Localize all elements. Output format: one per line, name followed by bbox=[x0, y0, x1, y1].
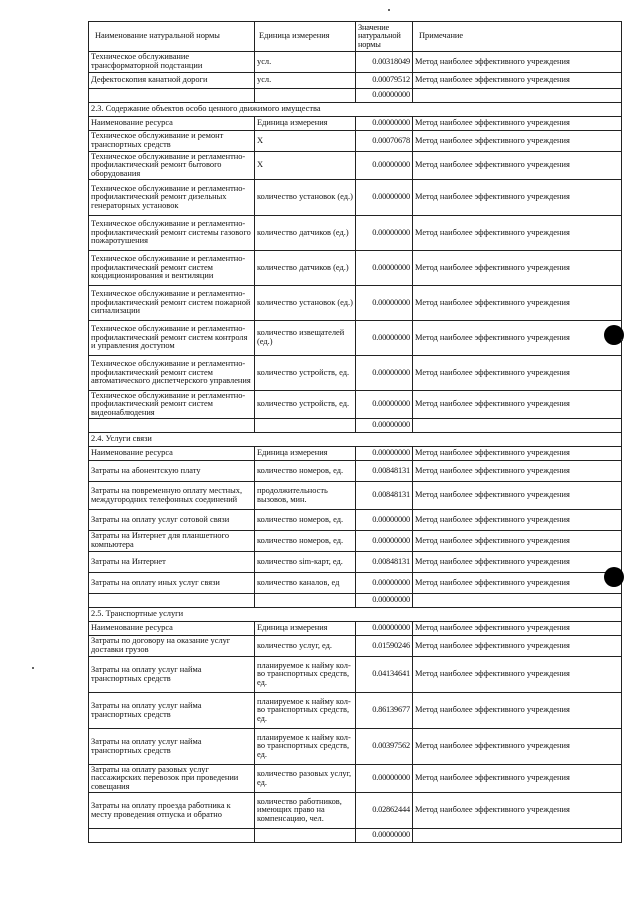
row-unit: усл. bbox=[255, 52, 356, 73]
row-note: Метод наиболее эффективного учреждения bbox=[413, 216, 622, 251]
table-header-row bbox=[89, 22, 622, 52]
table-row bbox=[89, 391, 622, 419]
header-name: Наименование натуральной нормы bbox=[89, 22, 255, 52]
row-note: Метод наиболее эффективного учреждения bbox=[413, 152, 622, 180]
row-unit: количество установок (ед.) bbox=[255, 286, 356, 321]
row-value: 0.00079512 bbox=[356, 73, 413, 89]
punch-hole bbox=[604, 325, 624, 345]
row-value: 0.00000000 bbox=[356, 765, 413, 793]
row-value: 0.00000000 bbox=[356, 251, 413, 286]
row-value: 0.00318049 bbox=[356, 52, 413, 73]
row-unit: количество извещателей (ед.) bbox=[255, 321, 356, 356]
row-unit: количество номеров, ед. bbox=[255, 461, 356, 482]
row-value: 0.00848131 bbox=[356, 482, 413, 510]
table-row bbox=[89, 461, 622, 482]
section-head-row bbox=[89, 447, 622, 461]
section-head-row bbox=[89, 622, 622, 636]
total-row bbox=[89, 89, 622, 103]
row-unit: количество устройств, ед. bbox=[255, 356, 356, 391]
header-value: Значение натуральной нормы bbox=[356, 22, 413, 52]
row-name: Техническое обслуживание и ремонт транспортных средств bbox=[89, 131, 255, 152]
row-note: Метод наиболее эффективного учреждения bbox=[413, 510, 622, 531]
table-row bbox=[89, 573, 622, 594]
row-name: Затраты на оплату услуг найма транспортных средств bbox=[89, 693, 255, 729]
row-value: 0.00000000 bbox=[356, 321, 413, 356]
row-value: 0.00000000 bbox=[356, 216, 413, 251]
table-row bbox=[89, 356, 622, 391]
row-note: Метод наиболее эффективного учреждения bbox=[413, 180, 622, 216]
scan-speck bbox=[388, 9, 390, 11]
table-row bbox=[89, 729, 622, 765]
row-name: Техническое обслуживание и регламентно-профилактический ремонт систем кондиционирования и вентиляции bbox=[89, 251, 255, 286]
row-name: Техническое обслуживание и регламентно-профилактический ремонт бытового оборудования bbox=[89, 152, 255, 180]
total-row bbox=[89, 594, 622, 608]
row-unit: планируемое к найму кол-во транспортных средств, ед. bbox=[255, 657, 356, 693]
row-note: Метод наиболее эффективного учреждения bbox=[413, 461, 622, 482]
row-note: Метод наиболее эффективного учреждения bbox=[413, 52, 622, 73]
row-unit: количество каналов, ед bbox=[255, 573, 356, 594]
head-unit: Единица измерения bbox=[255, 622, 356, 636]
row-unit: количество разовых услуг, ед. bbox=[255, 765, 356, 793]
row-unit: количество номеров, ед. bbox=[255, 510, 356, 531]
row-name: Дефектоскопия канатной дороги bbox=[89, 73, 255, 89]
total-row bbox=[89, 419, 622, 433]
row-note: Метод наиболее эффективного учреждения bbox=[413, 321, 622, 356]
head-name: Наименование ресурса bbox=[89, 447, 255, 461]
row-note: Метод наиболее эффективного учреждения bbox=[413, 693, 622, 729]
row-value: 0.00000000 bbox=[356, 180, 413, 216]
row-name: Затраты на оплату услуг найма транспортных средств bbox=[89, 657, 255, 693]
section-title: 2.4. Услуги связи bbox=[89, 433, 622, 447]
row-value: 0.00070678 bbox=[356, 131, 413, 152]
table-row bbox=[89, 52, 622, 73]
row-value: 0.00000000 bbox=[356, 391, 413, 419]
row-name: Затраты на оплату услуг сотовой связи bbox=[89, 510, 255, 531]
head-value: 0.00000000 bbox=[356, 117, 413, 131]
row-unit: количество установок (ед.) bbox=[255, 180, 356, 216]
row-unit: количество датчиков (ед.) bbox=[255, 216, 356, 251]
header-unit: Единица измерения bbox=[255, 22, 356, 52]
row-unit: планируемое к найму кол-во транспортных средств, ед. bbox=[255, 729, 356, 765]
table-row bbox=[89, 531, 622, 552]
table-row bbox=[89, 482, 622, 510]
table-row bbox=[89, 180, 622, 216]
head-name: Наименование ресурса bbox=[89, 622, 255, 636]
row-value: 0.00000000 bbox=[356, 152, 413, 180]
section-title: 2.5. Транспортные услуги bbox=[89, 608, 622, 622]
table-row bbox=[89, 251, 622, 286]
row-name: Техническое обслуживание и регламентно-профилактический ремонт систем контроля и управления доступом bbox=[89, 321, 255, 356]
table-row bbox=[89, 152, 622, 180]
row-note: Метод наиболее эффективного учреждения bbox=[413, 391, 622, 419]
head-unit: Единица измерения bbox=[255, 117, 356, 131]
row-name: Затраты на повременную оплату местных, междугородних телефонных соединений bbox=[89, 482, 255, 510]
row-value: 0.00848131 bbox=[356, 552, 413, 573]
row-note: Метод наиболее эффективного учреждения bbox=[413, 531, 622, 552]
table-row bbox=[89, 657, 622, 693]
table-row bbox=[89, 216, 622, 251]
punch-hole bbox=[604, 567, 624, 587]
norms-table bbox=[88, 21, 622, 843]
row-note: Метод наиболее эффективного учреждения bbox=[413, 657, 622, 693]
row-unit: планируемое к найму кол-во транспортных средств, ед. bbox=[255, 693, 356, 729]
row-unit: количество услуг, ед. bbox=[255, 636, 356, 657]
total-row bbox=[89, 829, 622, 843]
total-value: 0.00000000 bbox=[356, 419, 413, 433]
row-name: Затраты по договору на оказание услуг доставки грузов bbox=[89, 636, 255, 657]
row-value: 0.00397562 bbox=[356, 729, 413, 765]
table-row bbox=[89, 321, 622, 356]
row-name: Затраты на оплату услуг найма транспортных средств bbox=[89, 729, 255, 765]
row-name: Затраты на абонентскую плату bbox=[89, 461, 255, 482]
row-unit: Х bbox=[255, 131, 356, 152]
table-row bbox=[89, 793, 622, 829]
row-name: Техническое обслуживание и регламентно-профилактический ремонт дизельных генераторных установок bbox=[89, 180, 255, 216]
row-note: Метод наиболее эффективного учреждения bbox=[413, 131, 622, 152]
row-name: Затраты на Интернет для планшетного компьютера bbox=[89, 531, 255, 552]
row-name: Техническое обслуживание и регламентно-профилактический ремонт систем пожарной сигнализации bbox=[89, 286, 255, 321]
section-title: 2.3. Содержание объектов особо ценного движимого имущества bbox=[89, 103, 622, 117]
row-note: Метод наиболее эффективного учреждения bbox=[413, 552, 622, 573]
row-value: 0.04134641 bbox=[356, 657, 413, 693]
row-note: Метод наиболее эффективного учреждения bbox=[413, 765, 622, 793]
row-unit: количество работников, имеющих право на компенсацию, чел. bbox=[255, 793, 356, 829]
head-note: Метод наиболее эффективного учреждения bbox=[413, 622, 622, 636]
row-name: Техническое обслуживание и регламентно-профилактический ремонт системы газового пожаротушения bbox=[89, 216, 255, 251]
row-unit: количество датчиков (ед.) bbox=[255, 251, 356, 286]
row-value: 0.00000000 bbox=[356, 286, 413, 321]
header-note: Примечание bbox=[413, 22, 622, 52]
scan-speck bbox=[32, 667, 34, 669]
row-note: Метод наиболее эффективного учреждения bbox=[413, 482, 622, 510]
row-name: Затраты на оплату разовых услуг пассажирских перевозок при проведении совещания bbox=[89, 765, 255, 793]
table-row bbox=[89, 552, 622, 573]
row-value: 0.00000000 bbox=[356, 531, 413, 552]
table-row bbox=[89, 765, 622, 793]
row-note: Метод наиболее эффективного учреждения bbox=[413, 73, 622, 89]
row-note: Метод наиболее эффективного учреждения bbox=[413, 729, 622, 765]
row-unit: количество устройств, ед. bbox=[255, 391, 356, 419]
row-unit: количество номеров, ед. bbox=[255, 531, 356, 552]
row-note: Метод наиболее эффективного учреждения bbox=[413, 793, 622, 829]
row-name: Техническое обслуживание трансформаторной подстанции bbox=[89, 52, 255, 73]
section-title-row bbox=[89, 103, 622, 117]
head-value: 0.00000000 bbox=[356, 622, 413, 636]
head-note: Метод наиболее эффективного учреждения bbox=[413, 117, 622, 131]
row-value: 0.00000000 bbox=[356, 356, 413, 391]
row-unit: усл. bbox=[255, 73, 356, 89]
head-note: Метод наиболее эффективного учреждения bbox=[413, 447, 622, 461]
row-value: 0.00000000 bbox=[356, 573, 413, 594]
row-name: Затраты на оплату проезда работника к месту проведения отпуска и обратно bbox=[89, 793, 255, 829]
row-unit: количество sim-карт, ед. bbox=[255, 552, 356, 573]
table-row bbox=[89, 131, 622, 152]
row-name: Затраты на Интернет bbox=[89, 552, 255, 573]
total-value: 0.00000000 bbox=[356, 89, 413, 103]
row-note: Метод наиболее эффективного учреждения bbox=[413, 356, 622, 391]
head-value: 0.00000000 bbox=[356, 447, 413, 461]
row-note: Метод наиболее эффективного учреждения bbox=[413, 251, 622, 286]
row-value: 0.86139677 bbox=[356, 693, 413, 729]
row-value: 0.00000000 bbox=[356, 510, 413, 531]
section-title-row bbox=[89, 433, 622, 447]
row-name: Затраты на оплату иных услуг связи bbox=[89, 573, 255, 594]
table-row bbox=[89, 510, 622, 531]
table-row bbox=[89, 693, 622, 729]
table-row bbox=[89, 73, 622, 89]
row-unit: Х bbox=[255, 152, 356, 180]
table-row bbox=[89, 636, 622, 657]
section-title-row bbox=[89, 608, 622, 622]
total-value: 0.00000000 bbox=[356, 594, 413, 608]
row-value: 0.02862444 bbox=[356, 793, 413, 829]
row-value: 0.00848131 bbox=[356, 461, 413, 482]
head-unit: Единица измерения bbox=[255, 447, 356, 461]
total-value: 0.00000000 bbox=[356, 829, 413, 843]
head-name: Наименование ресурса bbox=[89, 117, 255, 131]
row-note: Метод наиболее эффективного учреждения bbox=[413, 286, 622, 321]
row-value: 0.01590246 bbox=[356, 636, 413, 657]
row-unit: продолжительность вызовов, мин. bbox=[255, 482, 356, 510]
table-row bbox=[89, 286, 622, 321]
scan-speck bbox=[621, 339, 623, 341]
row-name: Техническое обслуживание и регламентно-профилактический ремонт систем видеонаблюдения bbox=[89, 391, 255, 419]
document-page bbox=[88, 21, 609, 843]
row-name: Техническое обслуживание и регламентно-профилактический ремонт систем автоматического диспетчерского управления bbox=[89, 356, 255, 391]
row-note: Метод наиболее эффективного учреждения bbox=[413, 636, 622, 657]
row-note: Метод наиболее эффективного учреждения bbox=[413, 573, 622, 594]
section-head-row bbox=[89, 117, 622, 131]
